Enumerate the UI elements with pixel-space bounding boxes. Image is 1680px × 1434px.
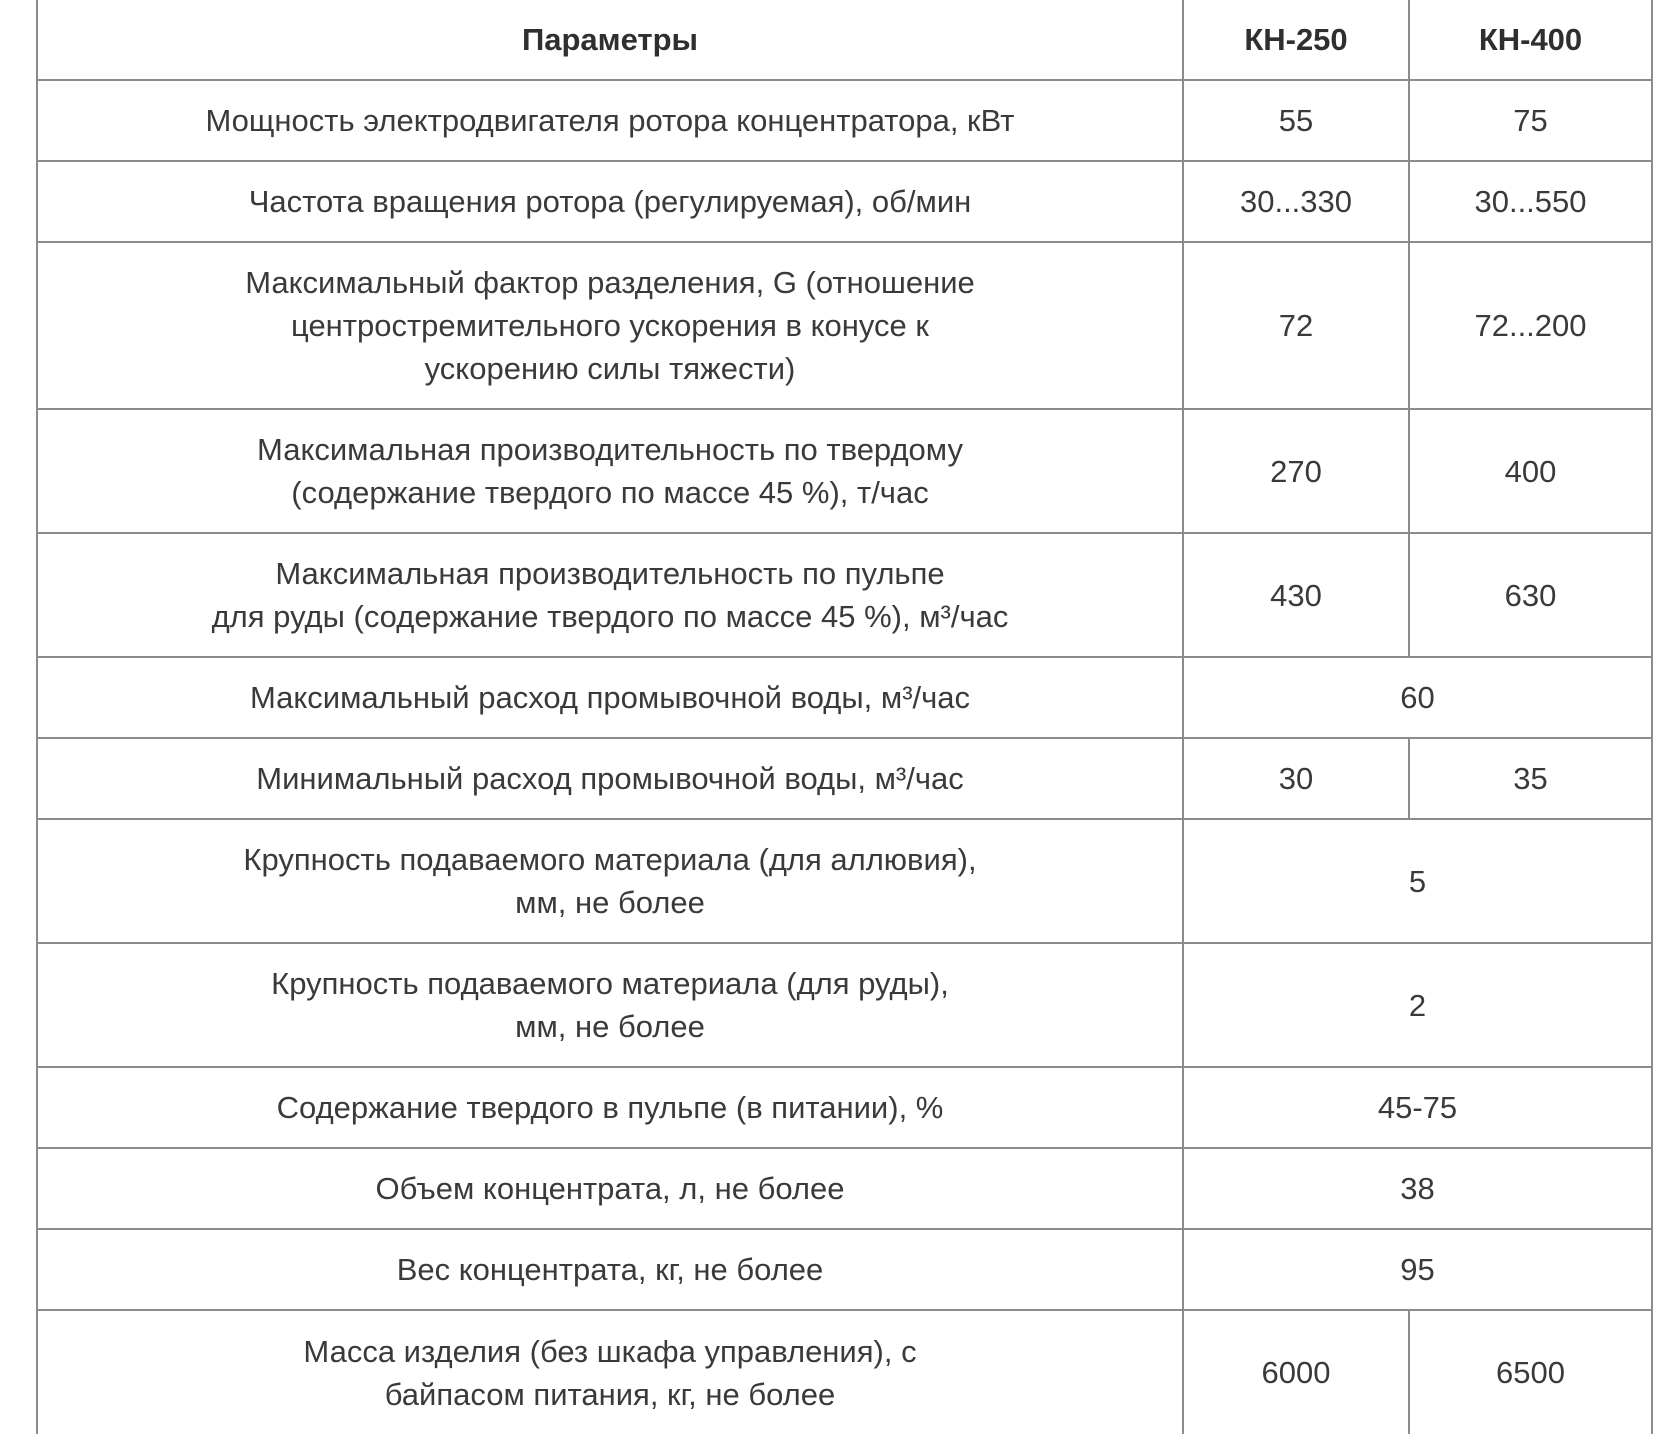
value-cell-both-models: 2 xyxy=(1183,943,1652,1067)
value-cell-kn250: 55 xyxy=(1183,80,1409,161)
value-cell-kn400: 75 xyxy=(1409,80,1652,161)
parameter-text: ускорению силы тяжести) xyxy=(424,351,796,386)
table-row xyxy=(37,533,1652,657)
value-cell-kn250: 72 xyxy=(1183,242,1409,409)
parameter-text: Содержание твердого в пульпе (в питании), % xyxy=(276,1090,944,1125)
value-cell-kn250: 6000 xyxy=(1183,1310,1409,1434)
parameter-text: Вес концентрата, кг, не более xyxy=(396,1252,824,1287)
parameter-text: для руды (содержание твердого по массе 45 %), м³/час xyxy=(211,599,1009,634)
parameter-text: центростремительного ускорения в конусе к xyxy=(291,308,929,343)
parameter-cell xyxy=(37,80,1183,161)
parameter-cell xyxy=(37,1067,1183,1148)
value-cell-kn400: 6500 xyxy=(1409,1310,1652,1434)
parameter-cell xyxy=(37,657,1183,738)
header-model-kn400: КН-400 xyxy=(1409,0,1652,80)
value-cell-kn400: 630 xyxy=(1409,533,1652,657)
parameter-cell xyxy=(37,1148,1183,1229)
parameter-cell xyxy=(37,1310,1183,1434)
value-cell-kn400: 35 xyxy=(1409,738,1652,819)
parameter-cell xyxy=(37,738,1183,819)
parameter-text: Максимальный фактор разделения, G (отношение xyxy=(245,265,975,300)
parameter-cell xyxy=(37,409,1183,533)
specifications-table xyxy=(36,0,1653,1434)
parameter-text: мм, не более xyxy=(515,885,705,920)
table-row xyxy=(37,738,1652,819)
parameter-cell xyxy=(37,819,1183,943)
parameter-text: Масса изделия (без шкафа управления), с xyxy=(303,1333,917,1369)
header-model-kn250: КН-250 xyxy=(1183,0,1409,80)
parameter-cell xyxy=(37,161,1183,242)
table-row xyxy=(37,819,1652,943)
value-cell-kn400: 30...550 xyxy=(1409,161,1652,242)
parameter-text: Максимальная производительность по твердому xyxy=(257,432,963,467)
parameter-text: Мощность электродвигателя ротора концентратора, кВт xyxy=(205,103,1015,138)
parameter-cell xyxy=(37,533,1183,657)
value-cell-both-models: 5 xyxy=(1183,819,1652,943)
value-cell-both-models: 45-75 xyxy=(1183,1067,1652,1148)
table-row xyxy=(37,943,1652,1067)
value-cell-kn400: 400 xyxy=(1409,409,1652,533)
parameter-text: Крупность подаваемого материала (для руды), xyxy=(271,966,949,1001)
parameter-text: Максимальный расход промывочной воды, м³/час xyxy=(249,680,971,715)
value-cell-kn250: 270 xyxy=(1183,409,1409,533)
parameter-text: Максимальная производительность по пульпе xyxy=(275,556,945,591)
value-cell-both-models: 60 xyxy=(1183,657,1652,738)
value-cell-both-models: 38 xyxy=(1183,1148,1652,1229)
table-row xyxy=(37,80,1652,161)
table-row xyxy=(37,1067,1652,1148)
parameter-cell xyxy=(37,943,1183,1067)
value-cell-both-models: 95 xyxy=(1183,1229,1652,1310)
parameter-text: Минимальный расход промывочной воды, м³/час xyxy=(256,761,964,796)
header-row xyxy=(37,0,1652,80)
parameter-text: Частота вращения ротора (регулируемая), об/мин xyxy=(248,184,972,219)
parameter-text: Крупность подаваемого материала (для аллювия), xyxy=(243,842,977,877)
table-row xyxy=(37,161,1652,242)
value-cell-kn250: 30...330 xyxy=(1183,161,1409,242)
table-row xyxy=(37,1229,1652,1310)
table-row xyxy=(37,657,1652,738)
parameter-text: (содержание твердого по массе 45 %), т/час xyxy=(291,475,929,510)
parameter-text: Объем концентрата, л, не более xyxy=(375,1171,845,1206)
parameter-text: байпасом питания, кг, не более xyxy=(384,1376,836,1412)
table-row xyxy=(37,242,1652,409)
header-parameters: Параметры xyxy=(37,0,1183,80)
parameter-text: мм, не более xyxy=(515,1009,705,1044)
table-row xyxy=(37,1310,1652,1434)
table-row xyxy=(37,1148,1652,1229)
parameter-cell xyxy=(37,242,1183,409)
table-row xyxy=(37,409,1652,533)
value-cell-kn400: 72...200 xyxy=(1409,242,1652,409)
parameter-cell xyxy=(37,1229,1183,1310)
value-cell-kn250: 430 xyxy=(1183,533,1409,657)
value-cell-kn250: 30 xyxy=(1183,738,1409,819)
